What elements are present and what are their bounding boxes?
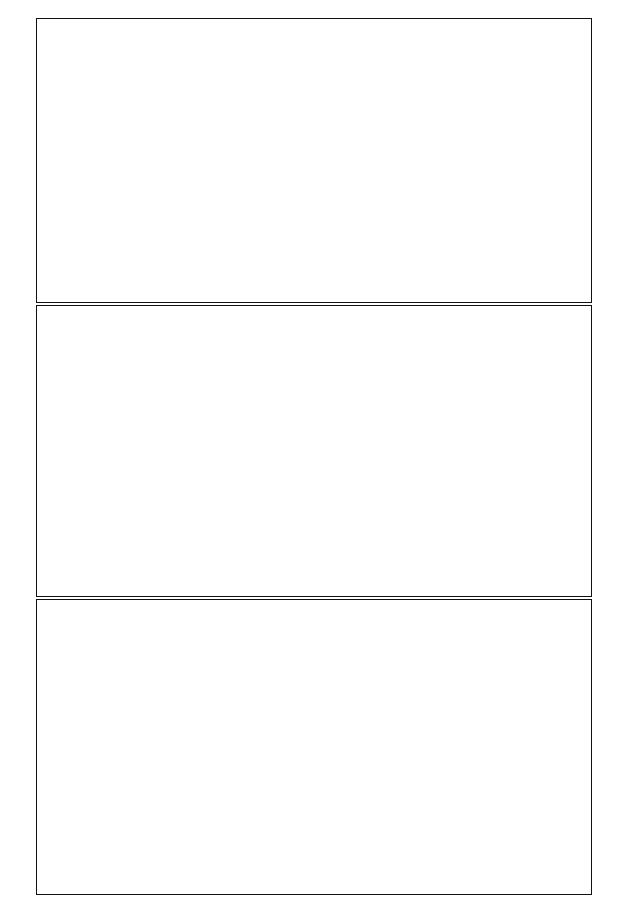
text-panel-top [36, 18, 592, 303]
text-panel-bottom [36, 599, 592, 895]
text-panel-middle [36, 305, 592, 597]
